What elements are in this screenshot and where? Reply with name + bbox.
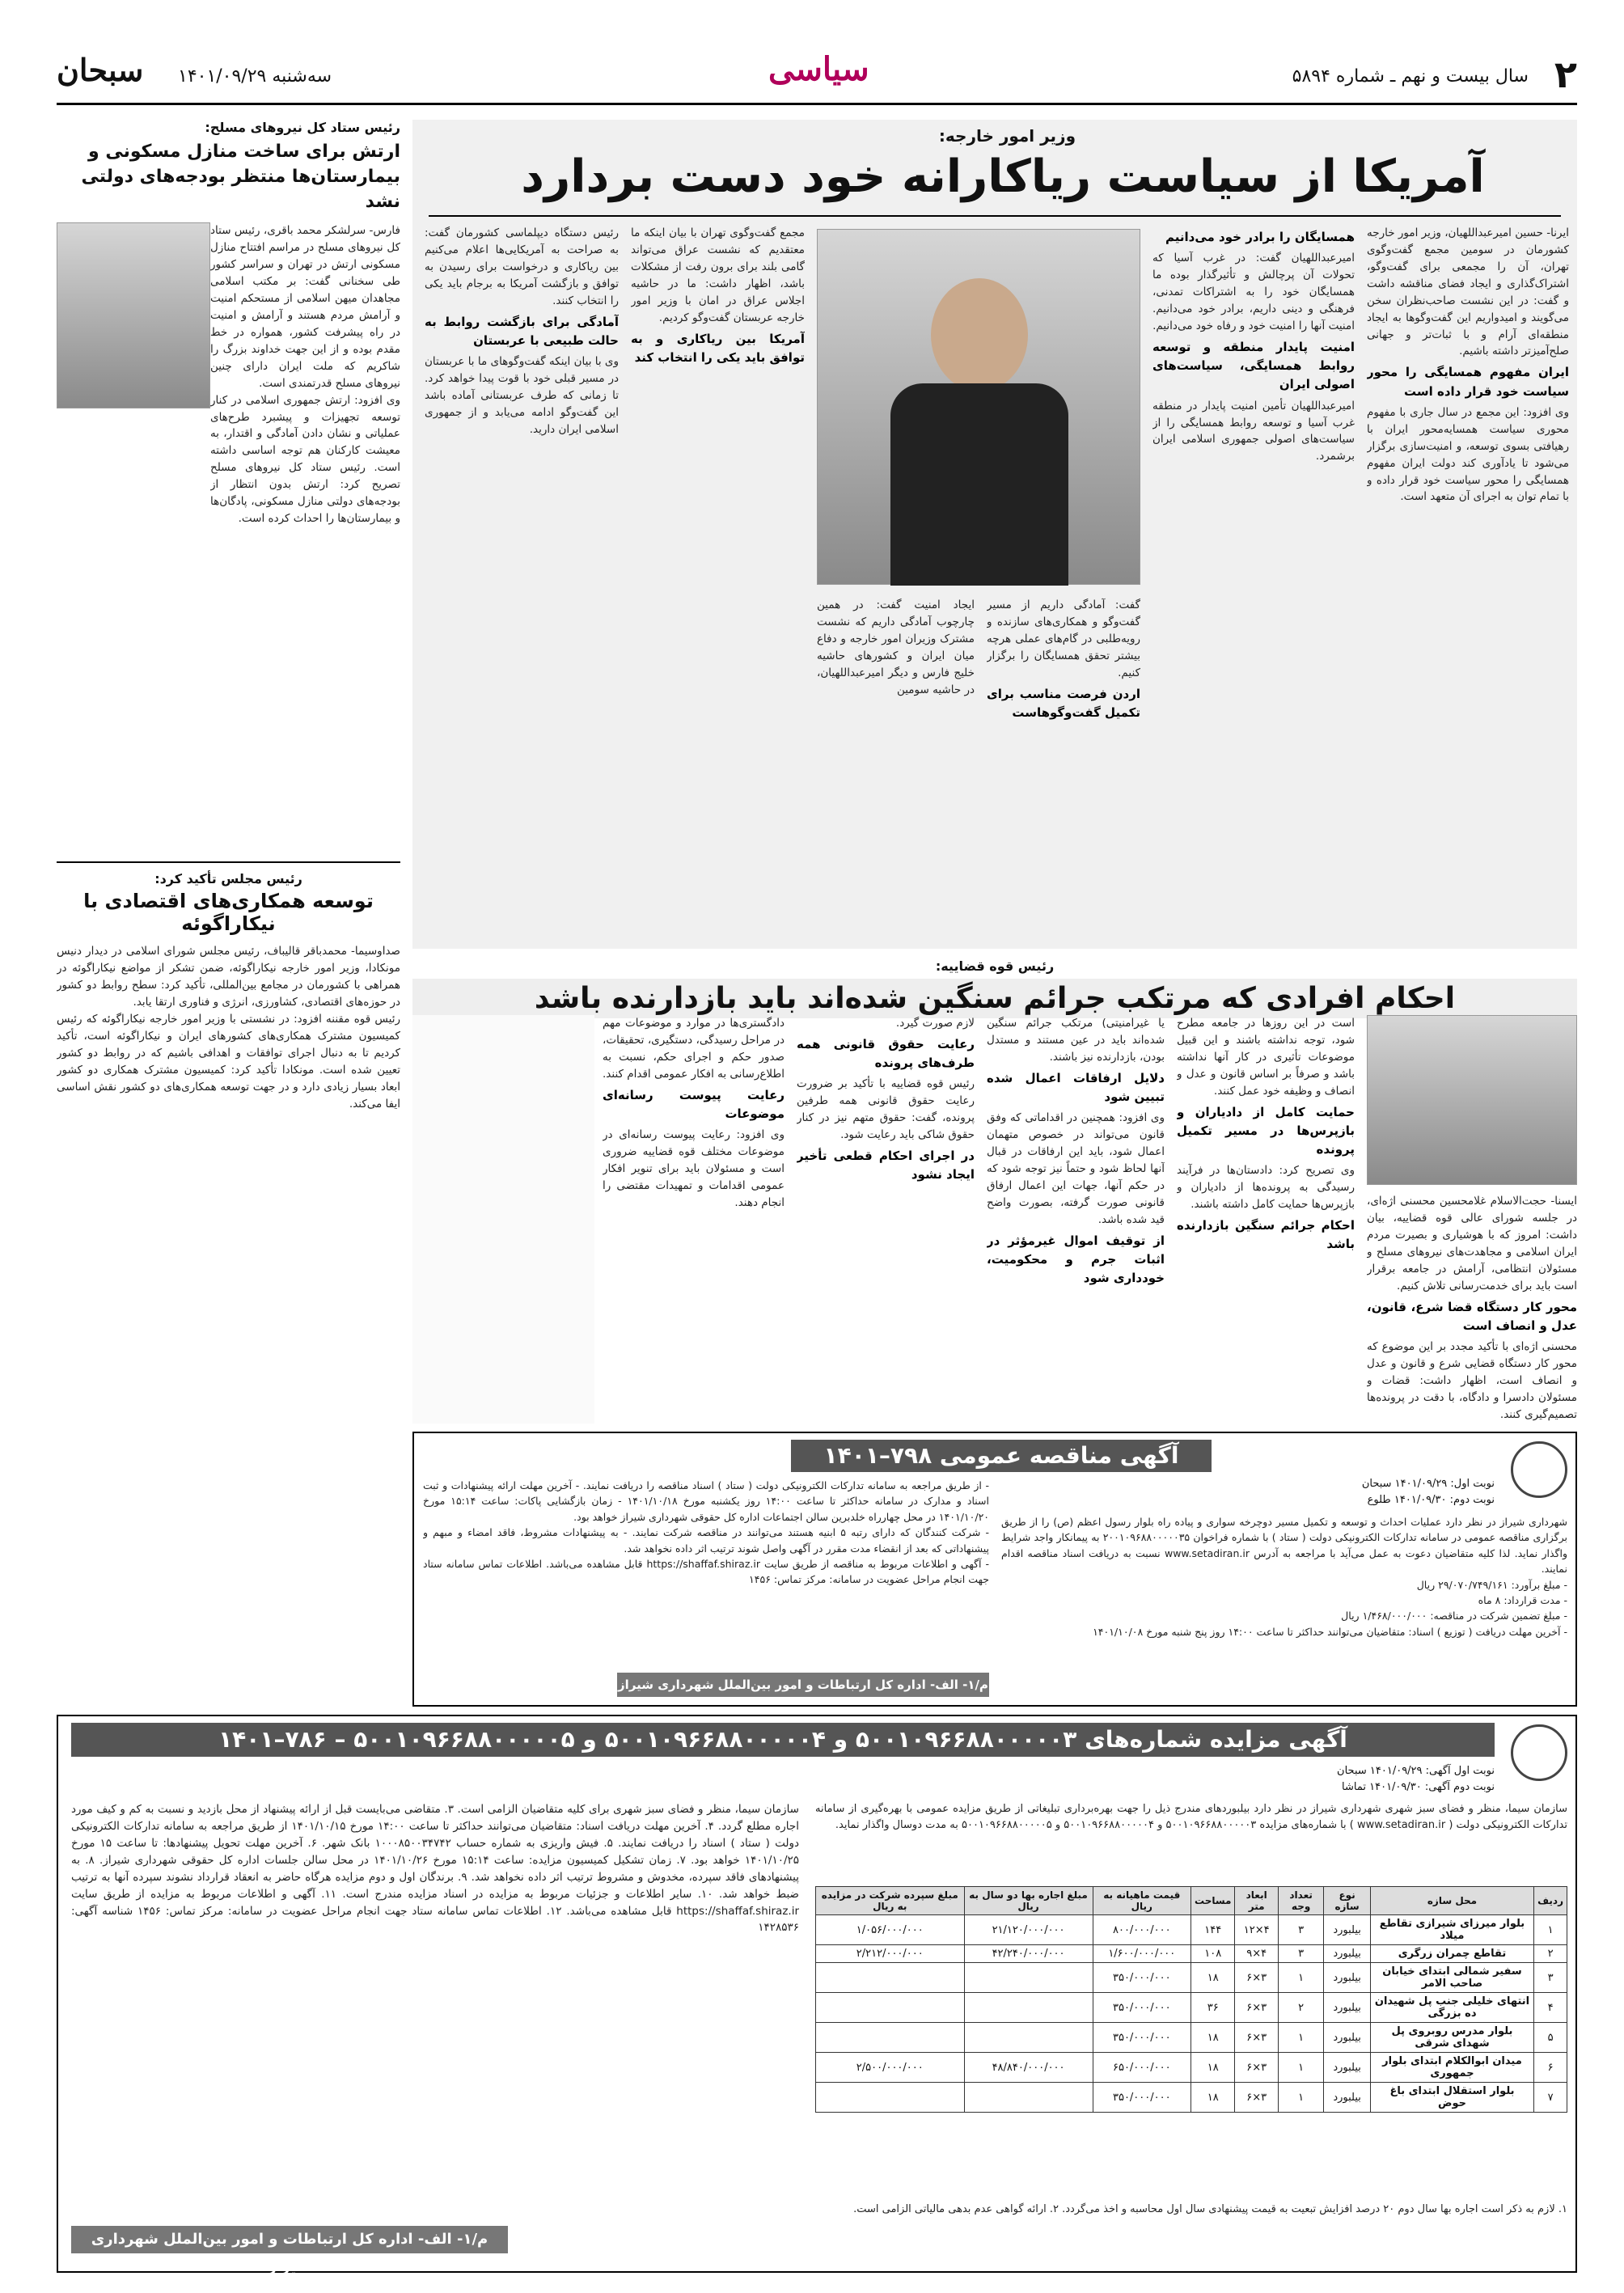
table-row [816,2053,1567,2083]
table-cell [964,2083,1093,2113]
military-kicker: رئیس ستاد کل نیروهای مسلح: [205,120,400,135]
table-row [816,1915,1567,1945]
paragraph: وی افزود: ارتش جمهوری اسلامی در کنار توسعه تجهیزات و پیشبرد طرح‌های عملیاتی و نشان دادن آمادگی و اقتدار، به معیشت کارکنان هم توجه اساسی داشته است. رئیس ستاد کل نیروهای مسلح تصریح کرد: ارتش بدون انتظار از بودجه‌های دولتی منازل مسکونی، پادگان‌ها و بیمارستان‌ها را احداث کرده است. [210,393,400,526]
table-cell: ۶۵۰/۰۰۰/۰۰۰ [1093,2053,1191,2083]
parliament-kicker: رئیس مجلس تأکید کرد: [154,871,302,887]
main-col-2 [1152,225,1355,937]
table-cell: ۱/۶۰۰/۰۰۰/۰۰۰ [1093,1945,1191,1963]
jud-col-3 [987,1015,1165,1424]
auction-notes: ۱. لازم به ذکر است اجاره بها سال دوم ۲۰ درصد افزایش تبعیت به قیمت پیشنهادی سال اول محاسبه و اخذ می‌گردد. ۲. ارائه گواهی عدم بدهی مالیاتی الزامی است. [853,2203,1567,2215]
subheading: حمایت کامل از دادیاران و بازپرس‌ها در مسیر تکمیل پرونده [1177,1104,1355,1157]
table-cell: ۶ [1534,2053,1567,2083]
tender-footer: م/۱- الف- اداره کل ارتباطات و امور بین‌الملل شهرداری شیراز [617,1673,989,1697]
table-cell [964,1963,1093,1993]
judiciary-story [412,958,1577,1428]
jud-col-4 [797,1015,975,1424]
judiciary-headline: احکام افرادی که مرتکب جرائم سنگین شده‌اند باید بازدارنده باشد [412,979,1577,1018]
table-cell [816,2023,965,2053]
table-cell: ۲/۵۰۰/۰۰۰/۰۰۰ [816,2053,965,2083]
col-header: مساحت [1191,1887,1235,1915]
divider [429,215,1561,217]
newspaper-logo: سبحان [57,52,144,88]
table-cell: ۲/۲۱۲/۰۰۰/۰۰۰ [816,1945,965,1963]
table-cell: ۱۸ [1191,2023,1235,2053]
col-header: محل سازه [1370,1887,1533,1915]
judiciary-photo [1367,1015,1577,1185]
subheading: ایران مفهوم همسایگی را محور سیاست خود قرار داده است [1367,365,1569,399]
paragraph: رئیس قوه قضاییه با تأکید بر ضرورت رعایت حقوق قانونی همه طرفین پرونده، گفت: حقوق متهم نیز در کنار حقوق شاکی باید رعایت شود. [797,1077,975,1142]
subheading: آمادگی برای بازگشت روابط به حالت طبیعی با عربستان [425,314,619,348]
subheading: محور کار دستگاه قضا شرع، قانون، عدل و انصاف است [1367,1299,1577,1333]
paragraph: امیرعبداللهیان گفت: در غرب آسیا که تحولات آن پرچالش و تأثیرگذار بوده ما همسایگان خود را به اشتراکات تمدنی، فرهنگی و دینی داریم، برادر خود می‌دانیم. امنیت آنها را امنیت خود و رفاه خود می‌دانیم. [1152,252,1355,332]
paragraph: ایسنا- حجت‌الاسلام غلامحسین محسنی اژه‌ای، در جلسه شورای عالی قوه قضاییه، بیان داشت: امروز که با هوشیاری و بصیرت مردم ایران اسلامی و مجاهدت‌های نیروهای مسلح و مسئولان انتظامی، آرامش در جامعه برقرار است باید برای خدمت‌رسانی تلاش کنیم. [1367,1195,1577,1292]
commander-photo [57,222,210,408]
table-cell: بلوار استقلال ابتدای باغ حوض [1370,2083,1533,2113]
auction-footer: م/۱- الف- اداره کل ارتباطات و امور بین‌الملل شهرداری شیراز [71,2226,508,2253]
table-cell: بیلبورد [1324,1963,1370,1993]
jud-col-5 [603,1015,785,1424]
table-cell: ۳×۶ [1235,2083,1278,2113]
paragraph: - آخرین مهلت دریافت ( توزیع ) اسناد: متقاضیان می‌توانند حداکثر تا ساعت ۱۴:۰۰ روز پنج شنبه مورخ ۱۴۰۱/۱۰/۰۸ [1093,1625,1567,1638]
paragraph: وی افزود: این مجمع در سال جاری با مفهوم محوری سیاست همسایه‌محور ایران با رهیافتی بسوی توسعه، و امنیت‌سازی برگزار می‌شود تا یادآوری کند دولت ایران مفهوم همسایگی را محور سیاست خود قرار داده و با تمام توان به اجرای آن متعهد است. [1367,405,1569,504]
table-cell [816,2083,965,2113]
paragraph: ایرنا- حسین امیرعبداللهیان، وزیر امور خارجه کشورمان در سومین مجمع گفت‌وگوی تهران، آن را مجمعی برای گفت‌وگو، اشتراک‌گذاری و ایجاد فضای مناقشه داشت و گفت: در این نشست صاحب‌نظران سخن می‌گویند و امیدواریم این گفت‌وگوها به ایجاد منطقه‌ای آرام و با ثبات‌تر و جهانی صلح‌آمیزتر داشته باشیم. [1367,226,1569,358]
paragraph: ایجاد امنیت گفت: در همین چارچوب آمادگی داریم که نشست مشترک وزیران امور خارجه و دفاع میان ایران و کشورهای حاشیه خلیج فارس و دیگر امیرعبداللهیان، در حاشیه سومین [817,599,975,696]
municipality-emblem [1511,1441,1567,1498]
paragraph: - مبلغ تضمین شرکت در مناقصه: ۱/۴۶۸/۰۰۰/۰۰۰ ریال [1341,1610,1567,1622]
table-cell: ۱ [1534,1915,1567,1945]
main-kicker: وزیر امور خارجه: [938,126,1076,146]
table-cell: میدان ابوالکلام ابتدای بلوار جمهوری [1370,2053,1533,2083]
subheading: اردن فرصت مناسب برای تکمیل گفت‌وگوهاست [987,686,1140,720]
military-body [210,222,400,853]
table-cell: بیلبورد [1324,1915,1370,1945]
paragraph: گفت: آمادگی داریم از مسیر گفت‌وگو و همکاری‌های سازنده و رویه‌طلبی در گام‌های عملی هرچه بیشتر تحقق همسایگان را برگزار کنیم. [987,599,1140,679]
table-cell: ۱ [1278,2083,1324,2113]
divider [57,861,400,863]
subheading: در اجرای احکام قطعی تأخیر ایجاد نشود [797,1149,975,1182]
main-col-3b [817,597,975,937]
auction-date-2: نوبت دوم آگهی: ۱۴۰۱/۰۹/۳۰ تماشا [1342,1781,1495,1793]
table-cell: ۱ [1278,1963,1324,1993]
municipality-emblem [1511,1724,1567,1781]
subheading: دلایل ارفاقات اعمال شده تبیین شود [987,1070,1165,1105]
table-cell [816,1993,965,2023]
subheading: همسایگان را برادر خود می‌دانیم [1165,230,1355,244]
subheading: از توقیف اموال غیرمؤثر در اثبات جرم و محکومیت، خودداری شود [987,1233,1165,1286]
main-story [412,120,1577,949]
paragraph: است در این روزها در جامعه مطرح شود، توجه نداشته باشند و این قبیل موضوعات تأثیری در کار آنها نداشته باشد و صرفاً بر اساس قانون و عدل و انصاف و وظیفه خود عمل کنند. [1177,1017,1355,1098]
table-cell: ۳×۶ [1235,1963,1278,1993]
col-header: قیمت ماهیانه به ریال [1093,1887,1191,1915]
table-cell: ۳۵۰/۰۰۰/۰۰۰ [1093,2023,1191,2053]
table-cell: انتهای خلیلی جنب پل شهیدان ده بزرگی [1370,1993,1533,2023]
table-cell: ۳۵۰/۰۰۰/۰۰۰ [1093,1993,1191,2023]
table-cell: ۲۱/۱۲۰/۰۰۰/۰۰۰ [964,1915,1093,1945]
table-cell: ۷ [1534,2083,1567,2113]
paragraph: امیرعبداللهیان تأمین امنیت پایدار در منطقه غرب آسیا و توسعه روابط همسایگی را از سیاست‌های اصولی جمهوری اسلامی ایران برشمرد. [1152,399,1355,463]
left-column [57,120,400,1956]
paragraph: - آگهی و اطلاعات مربوط به مناقصه از طریق سایت https://shaffaf.shiraz.ir قابل مشاهده می‌باشد. اطلاعات تماس سامانه ستاد جهت انجام مراحل عضویت در سامانه: مرکز تماس: ۱۴۵۶ [423,1557,989,1586]
table-cell: ۸۰۰/۰۰۰/۰۰۰ [1093,1915,1191,1945]
auction-table-body [816,1915,1567,2113]
tender-date-1: نوبت اول: ۱۴۰۱/۰۹/۲۹ سبحان [1361,1478,1495,1490]
col-header: مبلغ اجاره بها دو سال به ریال [964,1887,1093,1915]
paragraph: - شرکت کنندگان که دارای رتبه ۵ ابنیه هستند می‌توانند در مناقصه شرکت نمایند. - به پیشنهادات مشروط، فاقد امضاء و مبهم و پیشنهاداتی که بعد از انقضاء مدت مقرر در آگهی واصل شوند ترتیب اثر داده نخواهد شد. [423,1526,989,1555]
table-cell: بیلبورد [1324,2023,1370,2053]
paragraph: رئیس دستگاه دیپلماسی کشورمان گفت: به صراحت به آمریکایی‌ها اعلام می‌کنیم بین ریاکاری و درخواست برای رسیدن به توافق و بازگشت آمریکا به برجام باید یکی را انتخاب کنند. [425,226,619,307]
jud-col-2 [1177,1015,1355,1424]
table-cell: بیلبورد [1324,1993,1370,2023]
table-cell: ۴۲/۲۴۰/۰۰۰/۰۰۰ [964,1945,1093,1963]
paragraph: رئیس قوه مقننه افزود: در نشستی با وزیر امور خارجه نیکاراگوئه که رئیس کمیسیون مشترک همکاری‌های کشورهای ایران و نیکاراگوئه است، تأکید کردیم تا به دنبال اجرای توافقات و اهدافی باشیم که در روابط دو کشور تعیین شده است. مونکادا تأکید کرد: کمیسیون مشترک همکاری دو کشور ابعاد بسیار زیادی دارد و در جهت توسعه همکاری‌های دو کشور نقش اساسی ایفا می‌کند. [57,1013,400,1111]
paragraph: - مدت قرارداد: ۸ ماه [1478,1593,1567,1606]
col-header: نوع سازه [1324,1887,1370,1915]
col-header: ابعاد متر [1235,1887,1278,1915]
auction-ad [57,1715,1577,2273]
paragraph: وی افزود: همچنین در اقداماتی که وفق قانون می‌تواند در خصوص متهمان اعمال شود، باید این ارفاقات در قبال آنها لحاظ شود و حتماً نیز توجه شود که در حکم آنها، جهات این اعمال ارفاق قانونی صورت گرفته، بصورت واضح قید شده باشد. [987,1111,1165,1226]
subheading: آمریکا بین ریاکاری و به توافق باید یکی را انتخاب کند [631,331,805,365]
minister-photo [817,229,1140,585]
col-header: تعداد وجه [1278,1887,1324,1915]
table-cell: سفیر شمالی ابتدای خیابان صاحب الامر [1370,1963,1533,1993]
table-cell: ۲ [1278,1993,1324,2023]
paragraph: وی تصریح کرد: دادستان‌ها در فرآیند رسیدگی به پرونده‌ها از دادیاران و بازپرس‌ها حمایت کامل داشته باشند. [1177,1164,1355,1212]
judiciary-kicker: رئیس قوه قضاییه: [935,958,1055,974]
table-cell: ۳ [1278,1945,1324,1963]
paragraph: دادگستری‌ها در موارد و موضوعات مهم در مراحل رسیدگی، دستگیری، تحقیقات، صدور حکم و اجرای حکم، نسبت به اطلاع‌رسانی به افکار عمومی اقدام کنند. [603,1017,785,1081]
table-cell [964,1993,1093,2023]
col-header: ردیف [1534,1887,1567,1915]
table-cell: ۴×۹ [1235,1945,1278,1963]
tender-date-2: نوبت دوم: ۱۴۰۱/۰۹/۳۰ طلوع [1367,1494,1495,1506]
table-cell: ۱ [1278,2023,1324,2053]
paragraph: لازم صورت گیرد. [895,1017,975,1030]
table-cell: ۱/۰۵۶/۰۰۰/۰۰۰ [816,1915,965,1945]
table-cell: ۳ [1534,1963,1567,1993]
table-cell: ۳ [1278,1915,1324,1945]
issue-info: سال بیست و نهم ـ شماره ۵۸۹۴ [1292,66,1529,87]
paragraph: محسنی اژه‌ای با تأکید مجدد بر این موضوع که محور کار دستگاه قضایی شرع و قانون و عدل و انصاف است، اظهار داشت: قضات و مسئولان دادسرا و دادگاه، با دقت در پرونده‌ها تصمیم‌گیری کنند. [1367,1340,1577,1421]
table-cell: ۴ [1534,1993,1567,2023]
table-cell: ۱ [1278,2053,1324,2083]
page-number: ۲ [1554,53,1577,96]
table-cell: تقاطع چمران زرگری [1370,1945,1533,1963]
paragraph: شهرداری شیراز در نظر دارد عملیات احداث و توسعه و تکمیل مسیر دوچرخه سواری و پیاده راه بلوار رسول اعظم (ص) را از طریق برگزاری مناقصه عمومی در سامانه تدارکات الکترونیکی دولت ( ستاد ) با شماره فراخوان ۲۰۰۱۰۹۶۸۸۰۰۰۰۰۳۵ به پیمانکار واجد شرایط واگذار نماید. لذا کلیه متقاضیان دعوت به عمل می‌آید با مراجعه به آدرس www.setadiran.ir نسبت به دریافت اسناد مناقصه اقدام نمایند. [1001,1516,1567,1576]
paragraph: - از طریق مراجعه به سامانه تدارکات الکترونیکی دولت ( ستاد ) اسناد مناقصه را دریافت نمایند. - آخرین مهلت ارائه پیشنهادات و ثبت اسناد و مدارک در سامانه حداکثر تا ساعت ۱۴:۰۰ روز یکشنبه مورخ ۱۴۰۱/۱۰/۱۸ - زمان بازگشایی پاکات: ساعت ۱۵:۱۴ مورخ ۱۴۰۱/۱۰/۲۰ در محل چهارراه خلدبرین سالن اجتماعات اداره کل حقوقی شهرداری شیراز خواهد بود. [423,1479,989,1523]
issue-date: سه‌شنبه ۱۴۰۱/۰۹/۲۹ [178,66,332,87]
main-col-3 [987,597,1140,937]
table-row [816,2023,1567,2053]
table-cell: ۲ [1534,1945,1567,1963]
auction-intro: سازمان سیما، منظر و فضای سبز شهری شهرداری شیراز در نظر دارد بیلبوردهای مندرج ذیل را جهت بهره‌برداری تبلیغاتی از طریق مزایده عمومی با بهره‌گیری از سامانه تدارکات الکترونیکی دولت ( www.setadiran.ir ) با شماره‌های مزایده ۵۰۰۱۰۹۶۶۸۸۰۰۰۰۰۳ و ۵۰۰۱۰۹۶۶۸۸۰۰۰۰۰۴ و ۵۰۰۱۰۹۶۶۸۸۰۰۰۰۰۵ به مدت دوسال واگذار نماید. [815,1803,1567,1832]
subheading: رعایت حقوق قانونی همه طرف‌های پرونده [797,1036,975,1071]
paragraph: فارس- سرلشکر محمد باقری، رئیس ستاد کل نیروهای مسلح در مراسم افتتاح منازل مسکونی ارتش در تهران و سراسر کشور طی سخنانی گفت: بر مکتب اسلامی مجاهدان میهن اسلامی از مستحکم امنیت و آرامش مردم هستند و آرامش و امنیت در راه پیشرفت کشور، همواره در خط مقدم بوده و از این جهت خداوند بزرگ را شاکریم که ملت ایران دارای چنین نیروهای مسلح قدرتمندی است. [210,224,400,390]
auction-date-1: نوبت اول آگهی: ۱۴۰۱/۰۹/۲۹ سبحان [1337,1765,1495,1777]
paragraph: مجمع گفت‌وگوی تهران با بیان اینکه ما معتقدیم که نشست عراق می‌تواند گامی بلند برای برون رفت از مشکلات باشد، اظهار داشت: ما در حاشیه اجلاس عراق در امان با وزیر امور خارجه عربستان گفت‌وگو کردیم. [631,226,805,324]
paragraph: صداوسیما- محمدباقر قالیباف، رئیس مجلس شورای اسلامی در دیدار دنیس مونکادا، وزیر امور خارجه نیکاراگوئه، ضمن تشکر از مواضع نیکاراگوئه در همراهی با کشورمان در مجامع بین‌المللی، تأکید کرد: سطح روابط دو کشور در حوزه‌های اقتصادی، کشاورزی، انرژی و فناوری ارتقا یابد. [57,945,400,1009]
table-cell: ۱۴۴ [1191,1915,1235,1945]
paragraph: وی با بیان اینکه گفت‌وگوهای ما با عربستان در مسیر قبلی خود با قوت پیدا خواهد کرد. تا زمانی که طرف عربستانی آماده باشد این گفت‌وگو ادامه می‌یابد و از جمهوری اسلامی ایران دارید. [425,355,619,436]
main-col-5 [425,225,619,937]
paragraph: یا غیرامنیتی) مرتکب جرائم سنگین شده‌اند باید در عین مستند و مستدل بودن، بازدارنده نیز باشند. [987,1017,1165,1064]
tender-left [423,1478,989,1664]
table-cell: ۴×۱۲ [1235,1915,1278,1945]
table-cell [964,2023,1093,2053]
table-cell [816,1963,965,1993]
parliament-body [57,943,400,1752]
table-cell: ۳۶ [1191,1993,1235,2023]
main-headline: آمریکا از سیاست ریاکارانه خود دست بردارد [521,150,1485,203]
table-row [816,1993,1567,2023]
main-col-1 [1367,225,1569,937]
main-col-4 [631,225,805,937]
table-row [816,1945,1567,1963]
table-cell: ۱۸ [1191,2053,1235,2083]
auction-table [815,1886,1567,2113]
tender-right [1001,1514,1567,1700]
auction-terms: سازمان سیما، منظر و فضای سبز شهری برای کلیه متقاضیان الزامی است. ۳. متقاضی می‌بایست قبل از ارائه پیشنهاد از محل بازدید و نسبت به کم و کیف مورد اجاره مطلع گردد. ۴. آخرین مهلت دریافت اسناد: متقاضیان می‌توانند حداکثر تا ساعت ۱۴:۰۰ مورخ ۱۴۰۱/۱۰/۱۵ از طریق مراجعه به سامانه تدارکات الکترونیکی دولت ( ستاد ) اسناد را دریافت نمایند. ۵. فیش واریزی به شماره حساب ۱۰۰۰۸۵۰۰۳۴۷۴۲ بانک شهر. ۶. آخرین مهلت تحویل پیشنهادها: تا ساعت ۱۵ مورخ ۱۴۰۱/۱۰/۲۵ خواهد بود. ۷. زمان تشکیل کمیسیون مزایده: ساعت ۱۵:۱۴ مورخ ۱۴۰۱/۱۰/۲۶ در محل سالن جلسات اداره کل حقوقی شهرداری شیراز. ۸. به پیشنهادهای فاقد سپرده، مخدوش و مشروط ترتیب اثر داده نخواهد شد. ۹. برندگان اول و دوم مزایده هرگاه حاضر به انعقاد قرارداد نشوند سپرده آنها به ترتیب ضبط خواهد شد. ۱۰. سایر اطلاعات و جزئیات مربوط به مزایده در اسناد مزایده مندرج است. ۱۱. آگهی و اطلاعات مربوط به مزایده از طریق سایت https://shaffaf.shiraz.ir قابل مشاهده می‌باشد. ۱۲. اطلاعات تماس سامانه ستاد جهت انجام مراحل عضویت در سامانه: مرکز تماس: ۱۴۵۶ شناسه آگهی: ۱۴۲۸۵۳۶ [71,1803,799,1935]
auction-title: آگهی مزایده شماره‌های ۵۰۰۱۰۹۶۶۸۸۰۰۰۰۰۳ و ۵۰۰۱۰۹۶۶۸۸۰۰۰۰۰۴ و ۵۰۰۱۰۹۶۶۸۸۰۰۰۰۰۵ – ۷۸۶–۱۴۰۱ [71,1723,1495,1757]
table-cell: ۴۸/۸۴۰/۰۰۰/۰۰۰ [964,2053,1093,2083]
table-cell: بلوار میرزای شیرازی تقاطع میلاد [1370,1915,1533,1945]
subheading: امنیت پایدار منطقه و توسعه روابط همسایگی، سیاست‌های اصولی ایران [1152,339,1355,392]
jud-col-1 [1367,1193,1577,1424]
table-header-row [816,1887,1567,1915]
table-cell: ۳۵۰/۰۰۰/۰۰۰ [1093,2083,1191,2113]
table-cell: ۳×۶ [1235,2053,1278,2083]
table-cell: ۳۵۰/۰۰۰/۰۰۰ [1093,1963,1191,1993]
table-cell: بلوار مدرس روبروی پل شهدای شرقی [1370,2023,1533,2053]
page-header [57,49,1577,105]
paragraph: - مبلغ برآورد: ۲۹/۰۷۰/۷۴۹/۱۶۱ ریال [1416,1578,1567,1591]
table-cell: ۱۸ [1191,2083,1235,2113]
table-row [816,2083,1567,2113]
military-headline: ارتش برای ساخت منازل مسکونی و بیمارستان‌ها منتظر بودجه‌های دولتی نشد [81,142,400,212]
table-row [816,1963,1567,1993]
table-cell: ۳×۶ [1235,1993,1278,2023]
col-header: مبلغ سپرده شرکت در مزایده به ریال [816,1887,965,1915]
table-cell: بیلبورد [1324,1945,1370,1963]
subheading: احکام جرائم سنگین بازدارنده باشد [1177,1218,1355,1252]
tender-title: آگهی مناقصه عمومی ۷۹۸–۱۴۰۱ [791,1440,1212,1472]
jud-col-6 [412,1015,594,1424]
table-cell: بیلبورد [1324,2083,1370,2113]
paragraph: وی افزود: رعایت پیوست رسانه‌ای در موضوعات مختلف قوه قضاییه ضروری است و مسئولان باید برای تنویر افکار عمومی اقدامات و تمهیدات مقتضی را انجام دهند. [603,1128,785,1209]
section-title: سیاسی [768,50,869,88]
table-cell: ۱۰۸ [1191,1945,1235,1963]
table-cell: ۵ [1534,2023,1567,2053]
parliament-headline: توسعه همکاری‌های اقتصادی با نیکاراگوئه [83,890,374,936]
table-cell: بیلبورد [1324,2053,1370,2083]
table-cell: ۳×۶ [1235,2023,1278,2053]
tender-ad [412,1432,1577,1707]
subheading: رعایت پیوست رسانه‌ای موضوعات [603,1087,785,1121]
table-cell: ۱۸ [1191,1963,1235,1993]
